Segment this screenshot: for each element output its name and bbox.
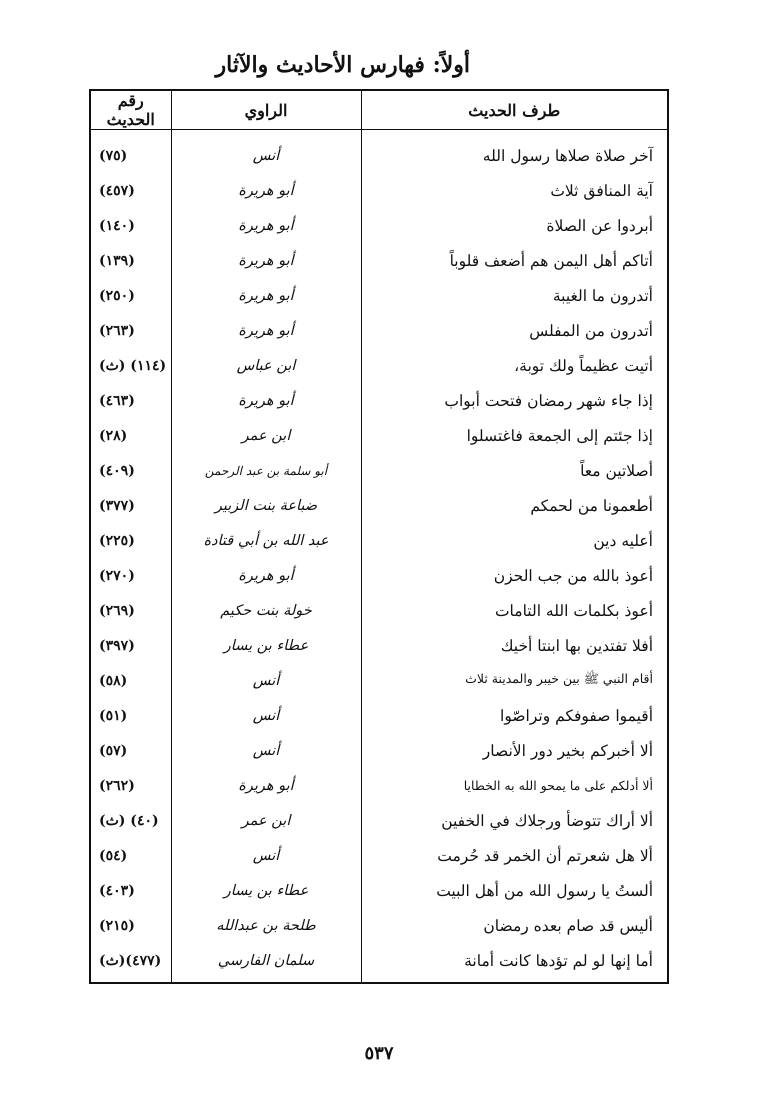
narrator-cell: أنس [171, 733, 361, 768]
hadith-number-cell: (٢٢٥) [90, 523, 171, 558]
narrator-cell: عطاء بن يسار [171, 628, 361, 663]
hadith-cell: أعليه دين [361, 523, 668, 558]
hadith-cell: أعوذ بكلمات الله التامات [361, 593, 668, 628]
hadith-number-cell: (٥٧) [90, 733, 171, 768]
table-row [90, 908, 668, 943]
hadith-cell: أما إنها لو لم تؤدها كانت أمانة [361, 943, 668, 983]
hadith-cell: ألا أخبركم بخير دور الأنصار [361, 733, 668, 768]
table-row [90, 733, 668, 768]
table-row [90, 313, 668, 348]
table-row [90, 698, 668, 733]
table-row [90, 663, 668, 698]
hadith-number-cell: (٥٤) [90, 838, 171, 873]
hadith-number-cell: (٢٧٠) [90, 558, 171, 593]
narrator-cell: أنس [171, 698, 361, 733]
hadith-cell: آية المنافق ثلاث [361, 173, 668, 208]
hadith-number-cell: (٥٨) [90, 663, 171, 698]
table-row [90, 593, 668, 628]
narrator-cell: أبو هريرة [171, 278, 361, 313]
table-row [90, 803, 668, 838]
hadith-number-cell: (٣٩٧) [90, 628, 171, 663]
hadith-cell: ألا أراك تتوضأ ورجلاك في الخفين [361, 803, 668, 838]
hadith-number-cell: (٤٠) (ث) [90, 803, 171, 838]
narrator-cell: أنس [171, 838, 361, 873]
narrator-cell: خولة بنت حكيم [171, 593, 361, 628]
hadith-cell: أليس قد صام بعده رمضان [361, 908, 668, 943]
column-header-hadith: طرف الحديث [361, 90, 668, 130]
narrator-cell: أبو هريرة [171, 558, 361, 593]
narrator-cell: ابن عمر [171, 418, 361, 453]
narrator-cell: أبو هريرة [171, 173, 361, 208]
table-row [90, 278, 668, 313]
hadith-number-cell: (٢٥٠) [90, 278, 171, 313]
column-header-narrator: الراوي [171, 90, 361, 130]
table-row [90, 453, 668, 488]
hadith-number-cell: (١٤٠) [90, 208, 171, 243]
narrator-cell: عطاء بن يسار [171, 873, 361, 908]
narrator-cell: أبو سلمة بن عبد الرحمن [171, 453, 361, 488]
hadith-cell: أعوذ بالله من جب الحزن [361, 558, 668, 593]
hadith-cell: أتاكم أهل اليمن هم أضعف قلوباً [361, 243, 668, 278]
hadith-number-cell: (٧٥) [90, 130, 171, 174]
narrator-cell: سلمان الفارسي [171, 943, 361, 983]
narrator-cell: ابن عباس [171, 348, 361, 383]
table-row [90, 628, 668, 663]
hadith-cell: أتدرون ما الغيبة [361, 278, 668, 313]
hadith-cell: ألستُ يا رسول الله من أهل البيت [361, 873, 668, 908]
narrator-cell: أبو هريرة [171, 313, 361, 348]
hadith-cell: أتيت عظيماً ولك توبة، [361, 348, 668, 383]
hadith-cell: أفلا تفتدين بها ابنتا أخيك [361, 628, 668, 663]
table-row [90, 873, 668, 908]
hadith-cell: أقام النبي ﷺ بين خيبر والمدينة ثلاث [361, 663, 668, 698]
hadith-number-cell: (٢٦٣) [90, 313, 171, 348]
table-row [90, 488, 668, 523]
hadith-cell: أقيموا صفوفكم وتراصّوا [361, 698, 668, 733]
hadith-cell: ألا أدلكم على ما يمحو الله به الخطايا [361, 768, 668, 803]
hadith-cell: آخر صلاة صلاها رسول الله [361, 130, 668, 174]
table-row [90, 523, 668, 558]
table-row [90, 208, 668, 243]
narrator-cell: ضباعة بنت الزبير [171, 488, 361, 523]
hadith-index-table [89, 89, 669, 984]
table-row [90, 558, 668, 593]
hadith-cell: ألا هل شعرتم أن الخمر قد حُرمت [361, 838, 668, 873]
hadith-number-cell: (٣٧٧) [90, 488, 171, 523]
hadith-number-cell: (١٣٩) [90, 243, 171, 278]
hadith-number-cell: (٤٠٣) [90, 873, 171, 908]
narrator-cell: أبو هريرة [171, 383, 361, 418]
hadith-number-cell: (٤٦٣) [90, 383, 171, 418]
narrator-cell: أنس [171, 130, 361, 174]
page-number: ٥٣٧ [364, 1043, 394, 1064]
table-row [90, 383, 668, 418]
narrator-cell: عبد الله بن أبي قتادة [171, 523, 361, 558]
narrator-cell: أبو هريرة [171, 768, 361, 803]
hadith-number-cell: (٤٠٩) [90, 453, 171, 488]
narrator-cell: أبو هريرة [171, 208, 361, 243]
table-row [90, 243, 668, 278]
hadith-number-cell: (٢٨) [90, 418, 171, 453]
hadith-cell: أطعمونا من لحمكم [361, 488, 668, 523]
narrator-cell: أبو هريرة [171, 243, 361, 278]
table-row [90, 943, 668, 983]
narrator-cell: ابن عمر [171, 803, 361, 838]
table-header-row [90, 90, 668, 130]
table-row [90, 130, 668, 174]
hadith-number-cell: (٤٥٧) [90, 173, 171, 208]
table-row [90, 348, 668, 383]
hadith-number-cell: (١١٤) (ث) [90, 348, 171, 383]
hadith-cell: أصلاتين معاً [361, 453, 668, 488]
hadith-number-cell: (٢٦٩) [90, 593, 171, 628]
hadith-cell: أبردوا عن الصلاة [361, 208, 668, 243]
hadith-cell: إذا جئتم إلى الجمعة فاغتسلوا [361, 418, 668, 453]
narrator-cell: طلحة بن عبدالله [171, 908, 361, 943]
hadith-number-cell: (٢١٥) [90, 908, 171, 943]
table-row [90, 768, 668, 803]
hadith-number-cell: (٤٧٧)(ث) [90, 943, 171, 983]
hadith-number-cell: (٥١) [90, 698, 171, 733]
table-row [90, 173, 668, 208]
hadith-cell: أتدرون من المفلس [361, 313, 668, 348]
narrator-cell: أنس [171, 663, 361, 698]
table-row [90, 838, 668, 873]
hadith-number-cell: (٢٦٢) [90, 768, 171, 803]
page-title: أولاً: فهارس الأحاديث والآثار [215, 52, 470, 78]
column-header-number: رقم الحديث [90, 90, 171, 130]
table-row [90, 418, 668, 453]
hadith-cell: إذا جاء شهر رمضان فتحت أبواب [361, 383, 668, 418]
